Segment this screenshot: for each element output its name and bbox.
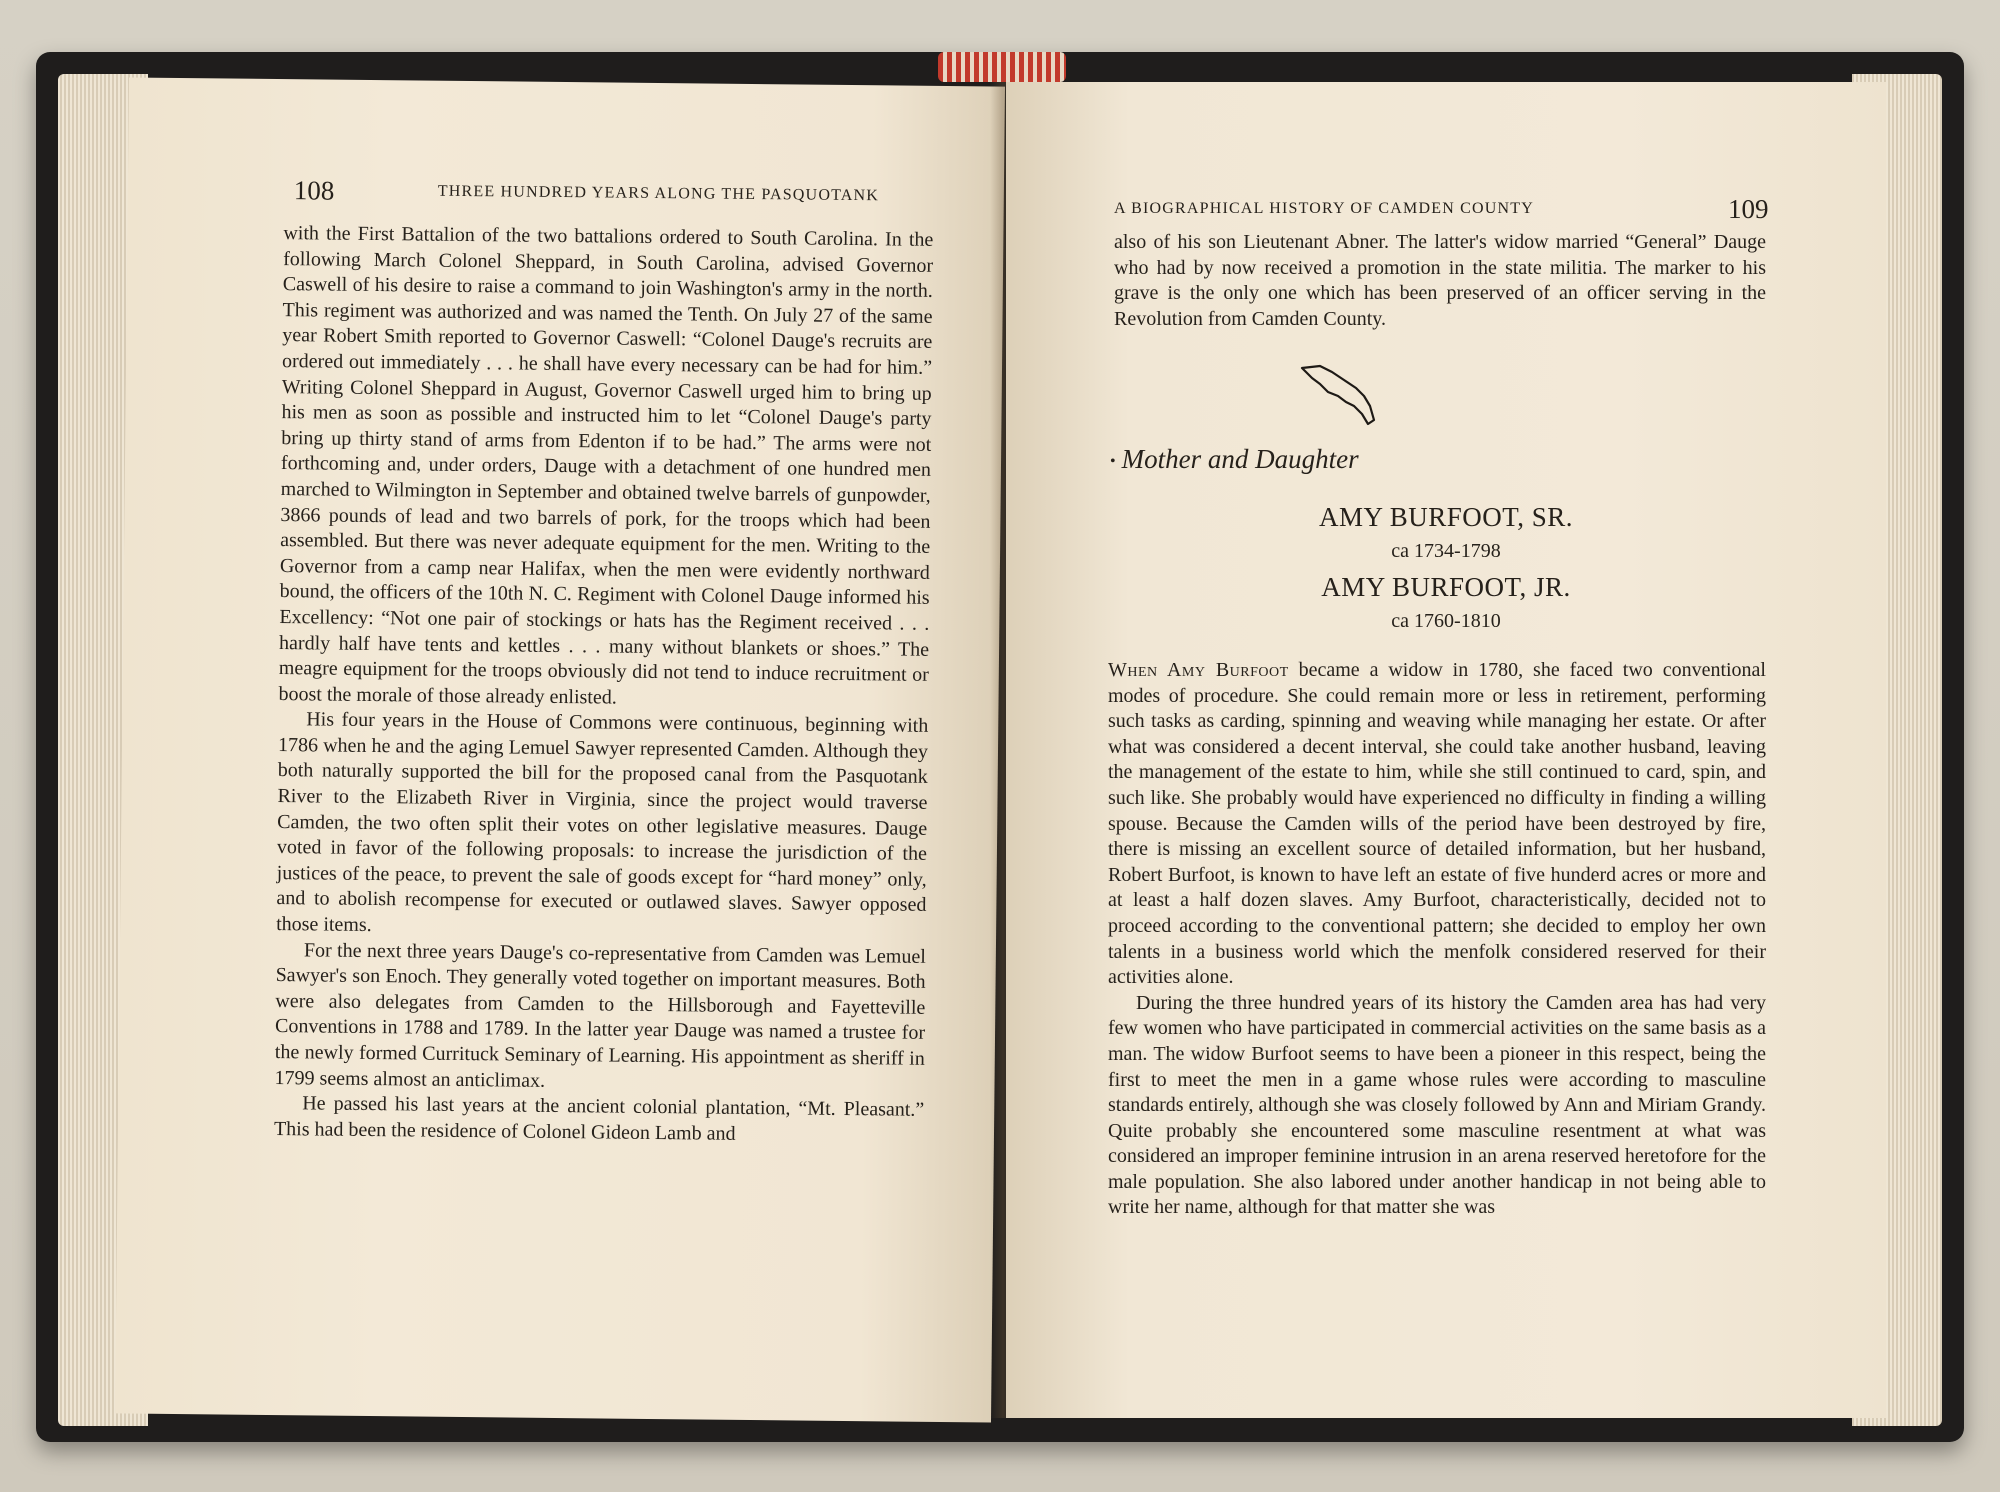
- section-title: [1110, 444, 1359, 475]
- left-paragraph-4: He passed his last years at the ancient colonial plantation, “Mt. Pleasant.” This had been the residence of Colonel Gideon Lamb and: [273, 1092, 925, 1145]
- section-title-text: Mother and Daughter: [1121, 444, 1359, 474]
- person2-dates: ca 1760-1810: [1391, 610, 1501, 632]
- left-paragraph-2: His four years in the House of Commons were continuous, beginning with 1786 when he and the aging Lemuel Sawyer represented Camden. Although they both naturally supported the bill for the proposed canal from the Pasquotank River to the Elizabeth River in Virginia, since the project would traverse Camden, the two often split their votes on other legislative measures. Dauge voted in favor of the following proposals: to increase the jurisdiction of the justices of the peace, to prevent the sale of goods except for “hard money” only, and to abolish recompense for executed or outlawed slaves. Sawyer opposed those items.: [276, 708, 929, 937]
- person1-dates: ca 1734-1798: [1391, 540, 1501, 562]
- person1-name: AMY BURFOOT, SR.: [1318, 502, 1574, 532]
- right-paragraph-1: [1108, 658, 1766, 991]
- right-opening-paragraph: also of his son Lieutenant Abner. The latter's widow married “General” Dauge who had by now received a promotion in the state militia. The marker to his grave is the only one which has been preserved of an officer serving in the Revolution from Camden County.: [1114, 231, 1766, 330]
- right-page: [1006, 82, 1886, 1418]
- left-page: [115, 77, 1005, 1422]
- right-running-head-title: A BIOGRAPHICAL HISTORY OF CAMDEN COUNTY: [1114, 200, 1535, 217]
- left-paragraph-3: For the next three years Dauge's co-representative from Camden was Lemuel Sawyer's son Enoch. They generally voted together on important measures. Both were also delegates from Camden to the Hillsborough and Fayetteville Conventions in 1788 and 1789. In the latter year Dauge was named a trustee for the newly formed Currituck Seminary of Learning. His appointment as sheriff in 1799 seems almost an anticlimax.: [274, 938, 926, 1092]
- right-paragraph-1-text: became a widow in 1780, she faced two conventional modes of procedure. She could remain more or less in retirement, performing such tasks as carding, spinning and weaving while managing her estate. Or after what was considered a decent interval, she could take another husband, leaving the management of the estate to him, while she still continued to card, spin, and such like. She probably would have experienced no difficulty in finding a willing spouse. Because the Camden wills of the period have been destroyed by fire, there is missing an excellent source of detailed information, but her husband, Robert Burfoot, is known to have left an estate of five hunderd acres or more and at least a half dozen slaves. Amy Burfoot, characteristically, decided not to proceed according to the conventional pattern; she decided to employ her own talents in a business world which the menfolk considered reserved for their activities alone.: [1108, 659, 1766, 989]
- left-running-header: [128, 175, 1004, 206]
- right-page-number: 109: [1728, 194, 1769, 224]
- right-paragraph-2: During the three hundred years of its history the Camden area has had very few women who have participated in commercial activities on the same basis as a man. The widow Burfoot seems to have been a pioneer in this respect, being the first to meet the men in a game whose rules were according to masculine standards entirely, although she was closely followed by Ann and Miriam Grandy. Quite probably she encountered some masculine resentment at what was considered an improper feminine intrusion in an arena reserved heretofore for the male population. She also labored under another handicap in not being able to write her name, although for that matter she was: [1108, 991, 1766, 1219]
- left-running-head-title: THREE HUNDRED YEARS ALONG THE PASQUOTANK: [437, 182, 880, 205]
- right-body-text: [1108, 658, 1766, 1221]
- right-opening-text: [1114, 230, 1766, 332]
- spine-headband: [938, 52, 1066, 82]
- left-paragraph-1: with the First Battalion of the two battalions ordered to South Carolina. In the following March Colonel Sheppard, in South Carolina, advised Governor Caswell of his desire to raise a command to join Washington's army in the north. This regiment was authorized and was named the Tenth. On July 27 of the same year Robert Smith reported to Governor Caswell: “Colonel Dauge's recruits are ordered out immediately . . . he shall have every necessary can be had for him.” Writing Colonel Sheppard in August, Governor Caswell urged him to bring up his men as soon as possible and instructed him to let “Colonel Dauge's party bring up thirty stand of arms from Edenton if to be had.” The arms were not forthcoming and, under orders, Dauge with a detachment of one hundred men marched to Wilmington in September and obtained twelve barrels of gunpowder, 3866 pounds of lead and two barrels of pork, for the troops which had been assembled. But there was never adequate equipment for the men. Writing to the Governor from a camp near Halifax, when the men were evidently northward bound, the officers of the 10th N. C. Regiment with Colonel Dauge informed his Excellency: “Not one pair of stockings or hats has the Regiment received . . . hardly half have tents and kettles . . . many without blankets or shoes.” The meagre equipment for the troops obviously did not tend to induce recruitment or boost the morale of those already enlisted.: [278, 222, 934, 709]
- section-bullet: •: [1110, 452, 1116, 470]
- person2-name: AMY BURFOOT, JR.: [1321, 572, 1571, 602]
- body-lead-smallcaps: When Amy Burfoot: [1108, 659, 1289, 681]
- left-page-number: 108: [293, 175, 335, 206]
- left-page-text: [274, 221, 934, 1149]
- camden-county-map-icon: [1298, 362, 1378, 432]
